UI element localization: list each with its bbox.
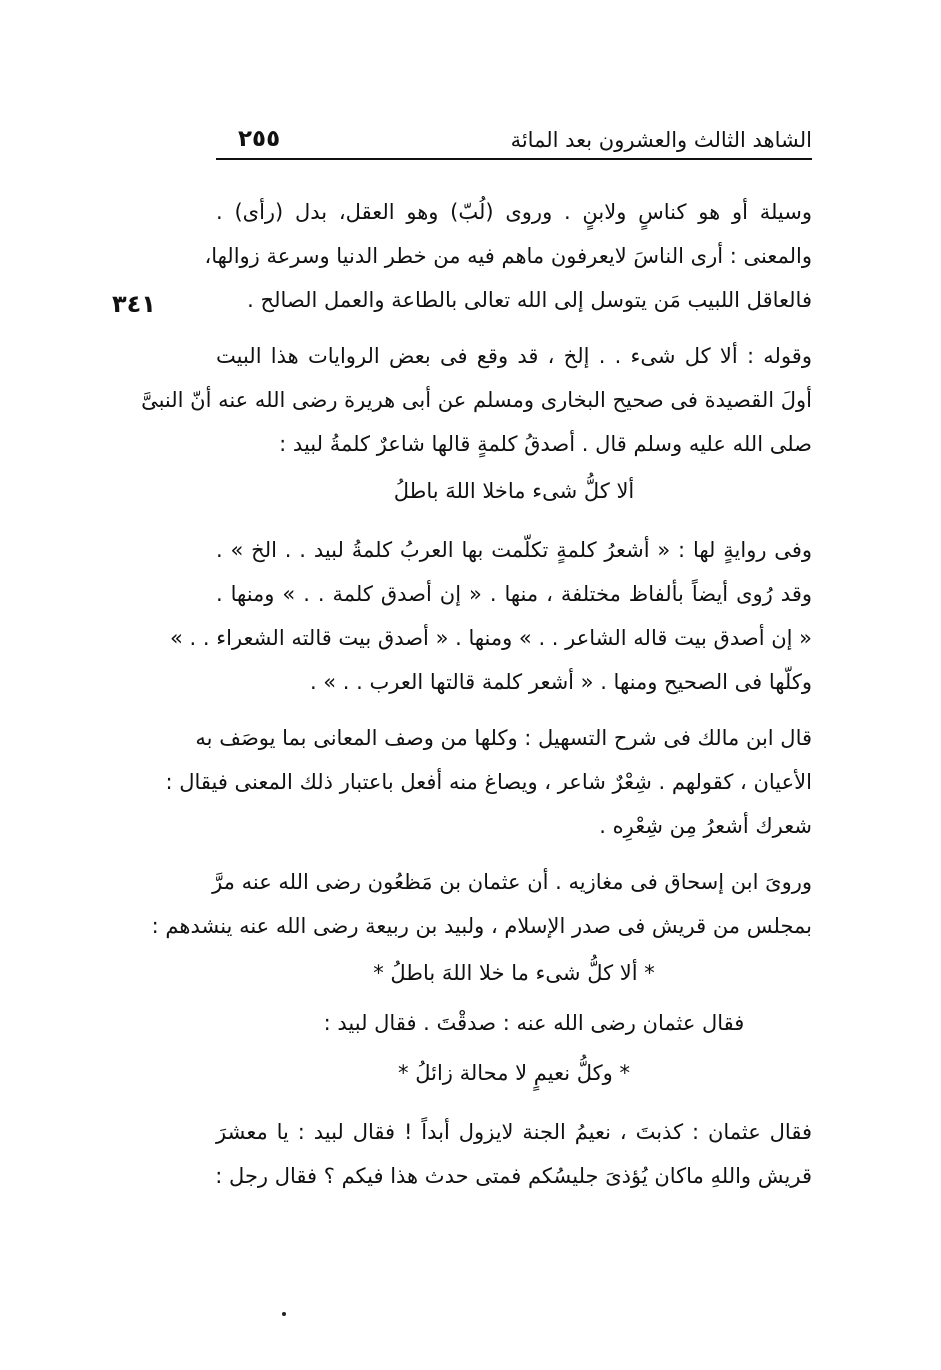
running-title: الشاهد الثالث والعشرون بعد المائة [510,128,812,152]
text-line: قريش واللهِ ماكان يُؤذىَ جليسُكم فمتى حدث هذا فيكم ؟ فقال رجل : [215,1164,812,1188]
paragraph [204,190,812,322]
verse-line: ألا كلُّ شىء ماخلا اللهَ باطلُ [393,479,635,503]
page-header [216,122,812,162]
text-line: وقد رُوى أيضاً بألفاظ مختلفة ، منها . « إن أصدق كلمة . . » ومنها . [216,582,812,606]
body-text [141,190,812,1210]
paragraph [170,528,812,704]
paragraph [216,1110,812,1198]
text-line: « إن أصدق بيت قاله الشاعر . . » ومنها . « أصدق بيت قالته الشعراء . . » [170,626,812,650]
paragraph [165,716,812,848]
margin-number: ٣٤١ [112,290,156,318]
text-line: قال ابن مالك فى شرح التسهيل : وكلها من وصف المعانى بما يوصَف به [195,726,812,750]
paragraph [141,334,812,516]
text-line: فقال عثمان رضى الله عنه : صدقْتَ . فقال لبيد : [323,1011,745,1035]
text-line: صلى الله عليه وسلم قال . أصدقُ كلمةٍ قالها شاعرٌ كلمةُ لبيد : [279,432,812,456]
text-line: بمجلس من قريش فى صدر الإسلام ، ولبيد بن ربيعة رضى الله عنه ينشدهم : [151,914,812,938]
text-line: وروىَ ابن إسحاق فى مغازيه . أن عثمان بن مَظعُون رضى الله عنه مرَّ [212,870,812,894]
text-line: أولَ القصيدة فى صحيح البخارى ومسلم عن أبى هريرة رضى الله عنه أنّ النبىَّ [141,388,812,412]
page-mark [282,1312,286,1316]
text-line: الأعيان ، كقولهم . شِعْرٌ شاعر ، ويصاغ منه أفعل باعتبار ذلك المعنى فيقال : [165,770,812,794]
text-line: وكلّها فى الصحيح ومنها . « أشعر كلمة قالتها العرب . . » . [309,670,812,694]
paragraph [151,860,812,1098]
text-line: وسيلة أو هو كناسٍ ولابنٍ . وروى (لُبّ) وهو العقل، بدل (رأى) . [216,200,812,224]
verse-line: * ألا كلُّ شىء ما خلا اللهَ باطلُ * [373,961,655,985]
text-line: شعرك أشعرُ مِن شِعْرِه . [599,814,812,838]
text-line: والمعنى : أرى الناسَ لايعرفون ماهم فيه من خطر الدنيا وسرعة زوالها، [204,244,812,268]
page-number: ٢٥٥ [238,126,281,152]
text-line: فقال عثمان : كذبتَ ، نعيمُ الجنة لايزول أبداً ! فقال لبيد : يا معشرَ [216,1120,812,1144]
header-rule [216,158,812,160]
text-line: فالعاقل اللبيب مَن يتوسل إلى الله تعالى بالطاعة والعمل الصالح . [247,288,812,312]
verse-line: * وكلُّ نعيمٍ لا محالة زائلُ * [398,1061,630,1085]
text-line: وقوله : ألا كل شىء . . إلخ ، قد وقع فى بعض الروايات هذا البيت [216,344,812,368]
text-line: وفى روايةٍ لها : « أشعرُ كلمةٍ تكلّمت بها العربُ كلمةُ لبيد . . الخ » . [216,538,812,562]
